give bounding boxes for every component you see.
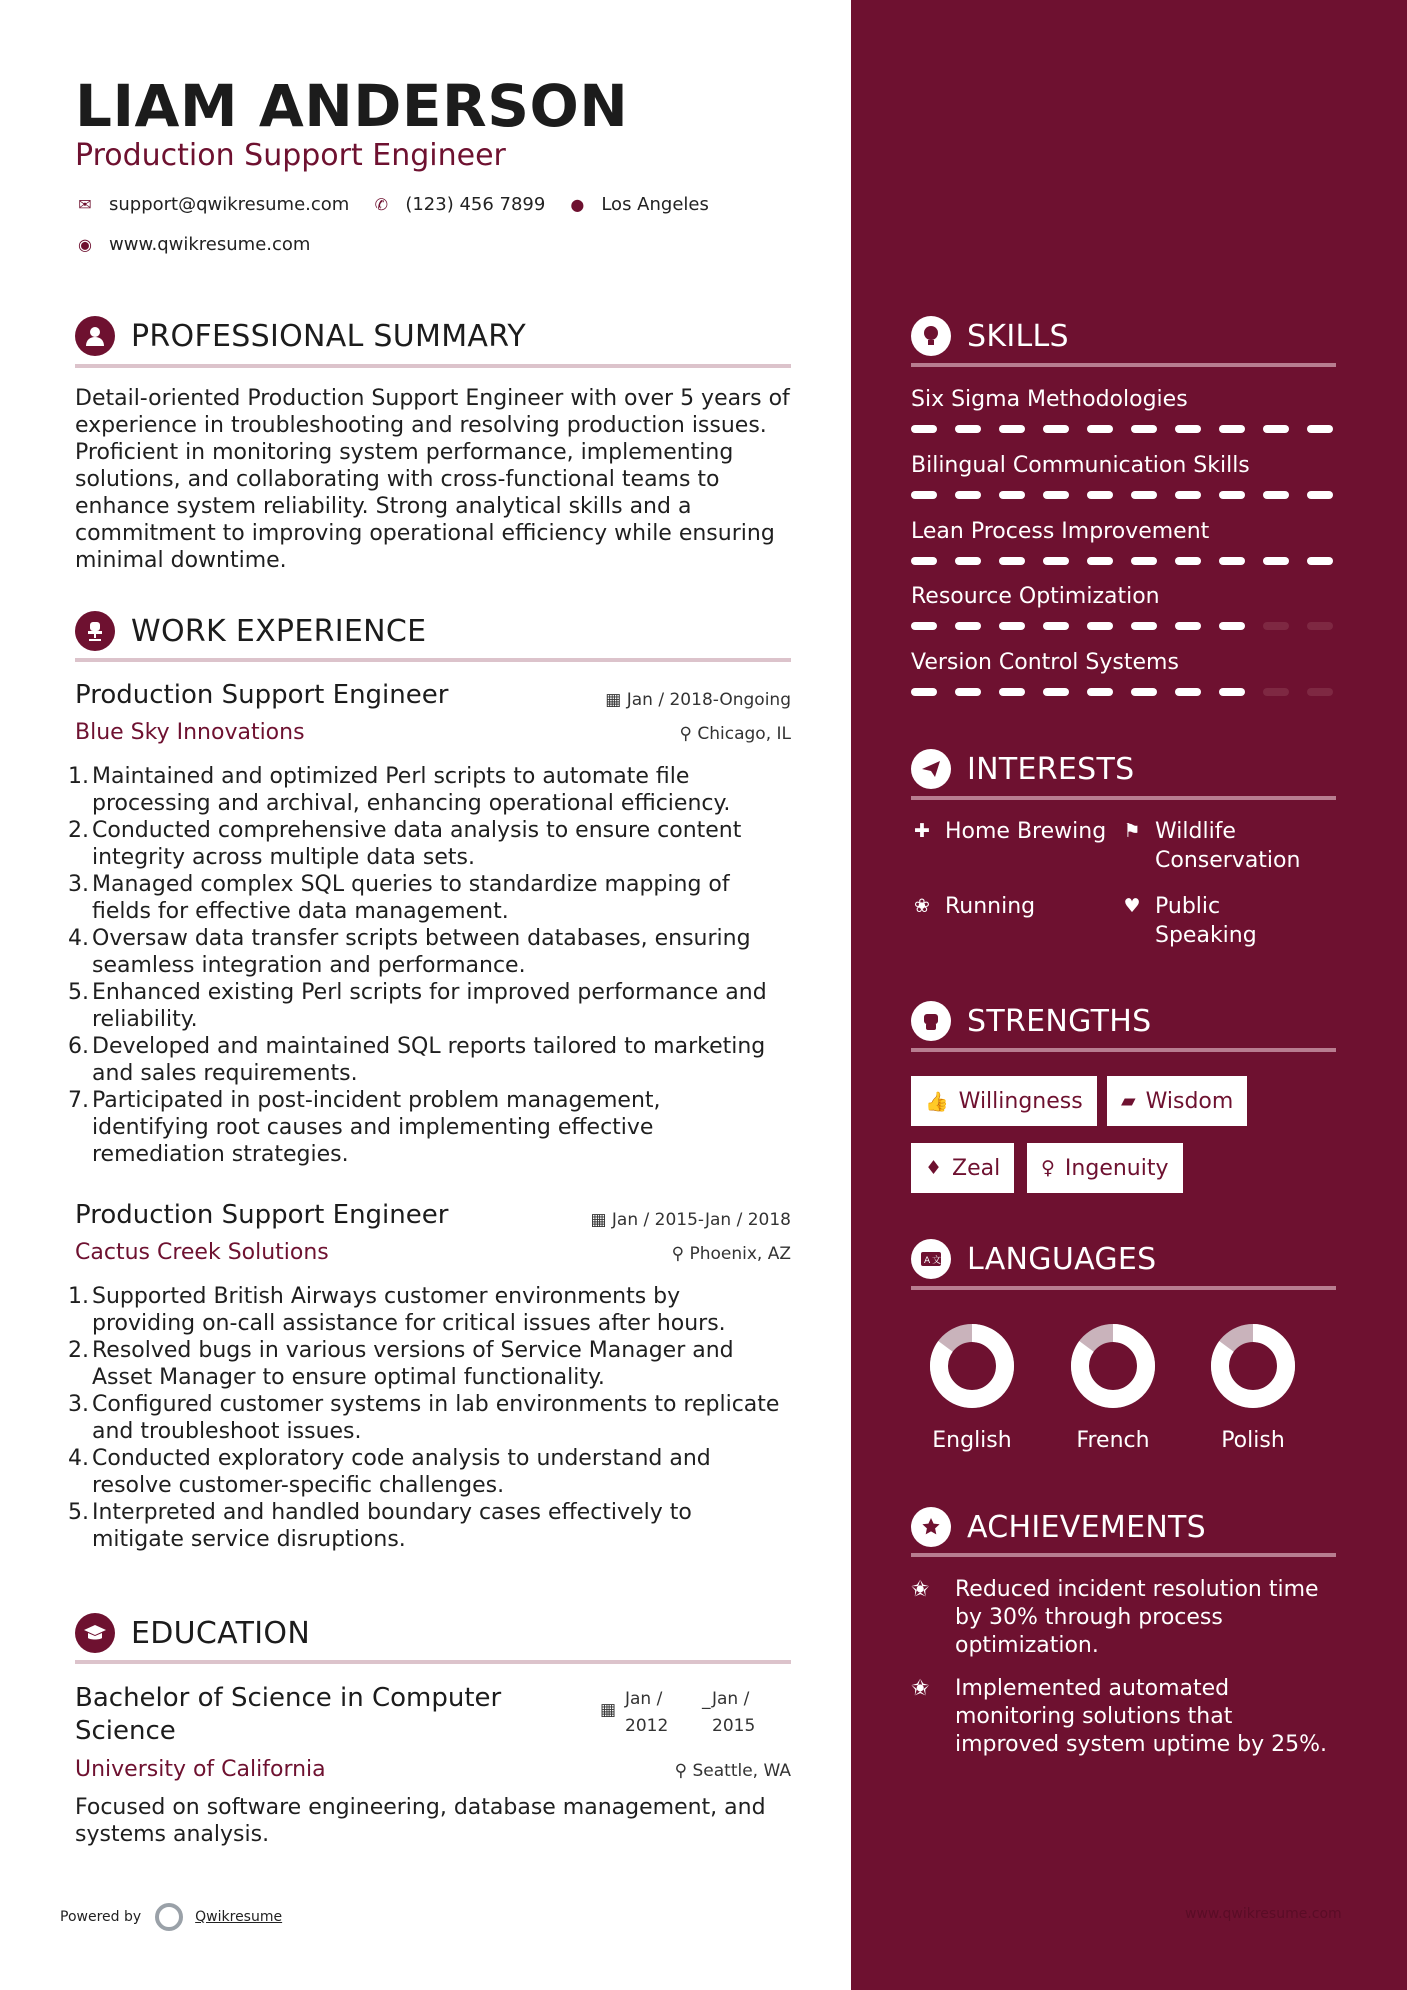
location-text: Los Angeles — [601, 194, 709, 215]
list-item: 4. Oversaw data transfer scripts between databases, ensuring seamless integration and performance. — [68, 926, 751, 978]
languages-divider — [911, 1286, 1336, 1290]
job-location-text: Phoenix, AZ — [689, 1244, 791, 1264]
job-duties-list — [68, 1283, 784, 1553]
pin-icon: ⚲ — [671, 1244, 690, 1264]
achievements-section-header — [911, 1507, 1206, 1547]
strength-chip: 👍 Willingness — [911, 1076, 1097, 1126]
job-title: Production Support Engineer — [75, 680, 449, 710]
calendar-icon: ▦ — [600, 1700, 617, 1720]
strength-chip: ♀ Ingenuity — [1027, 1143, 1183, 1193]
achievement-item: ✬ Reduced incident resolution time by 30% through process optimization. — [911, 1577, 1319, 1658]
skill-dash-filled — [999, 491, 1025, 499]
edu-date-separator: _ — [702, 1690, 711, 1710]
skill-dash-filled — [1087, 557, 1113, 565]
degree-title — [75, 1682, 501, 1748]
svg-text:A: A — [924, 1256, 931, 1266]
languages-section-header — [911, 1239, 1157, 1279]
skill-dash-filled — [1131, 557, 1157, 565]
skill-dash-filled — [1219, 491, 1245, 499]
list-item: 5. Enhanced existing Perl scripts for improved performance and reliability. — [68, 980, 767, 1032]
edu-end-date: Jan / 2015 — [712, 1689, 756, 1736]
star-hand-icon: ✬ — [911, 1676, 930, 1701]
phone-icon: ✆ — [374, 195, 389, 214]
language-ring — [1210, 1323, 1296, 1409]
job-location-text: Chicago, IL — [697, 724, 791, 744]
skill-dash-filled — [911, 491, 937, 499]
interest-item: ⚑ Wildlife Conservation — [1121, 817, 1300, 875]
skill-dash-filled — [999, 622, 1025, 630]
skill-dash-filled — [1219, 425, 1245, 433]
qwikresume-logo-icon — [155, 1903, 183, 1931]
skill-dash-filled — [1043, 688, 1069, 696]
skills-title: SKILLS — [967, 318, 1069, 354]
skill-dash-filled — [999, 557, 1025, 565]
pin-icon: ⚲ — [674, 1761, 693, 1781]
skill-dash-filled — [911, 557, 937, 565]
edu-start-date: Jan / 2012 — [625, 1689, 669, 1736]
skill-level-bar — [911, 425, 1351, 433]
calendar-icon: ▦ — [590, 1210, 612, 1230]
degree-line-2: Science — [75, 1716, 176, 1746]
summary-title: PROFESSIONAL SUMMARY — [131, 318, 527, 354]
list-item: 4. Conducted exploratory code analysis to understand and resolve customer-specific challenges. — [68, 1446, 711, 1498]
skill-dash-filled — [1131, 425, 1157, 433]
skill-dash-filled — [1087, 491, 1113, 499]
list-item: 7. Participated in post-incident problem management, identifying root causes and implementing effective remediation strategies. — [68, 1088, 661, 1167]
achievements-divider — [911, 1553, 1336, 1557]
office-chair-icon — [75, 611, 115, 651]
skill-dash-filled — [1175, 688, 1201, 696]
job-date — [605, 690, 791, 710]
skill-name: Lean Process Improvement — [911, 519, 1210, 544]
lightbulb-icon: ♀ — [1041, 1157, 1055, 1179]
job-company: Blue Sky Innovations — [75, 720, 305, 745]
skill-dash-filled — [1263, 425, 1289, 433]
candidate-name: LIAM ANDERSON — [75, 72, 629, 140]
job-location — [672, 1244, 791, 1264]
website-text[interactable]: www.qwikresume.com — [109, 234, 311, 255]
list-item: 6. Developed and maintained SQL reports tailored to marketing and sales requirements. — [68, 1034, 766, 1086]
language-icon — [911, 1239, 951, 1279]
skill-level-bar — [911, 622, 1351, 630]
svg-text:文: 文 — [932, 1256, 942, 1266]
strength-chip: ▰ Wisdom — [1107, 1076, 1247, 1126]
strengths-title: STRENGTHS — [967, 1003, 1152, 1039]
star-badge-icon — [911, 1507, 951, 1547]
fire-icon: ♦ — [925, 1157, 943, 1179]
job-title: Production Support Engineer — [75, 1200, 449, 1230]
summary-text: Detail-oriented Production Support Engineer with over 5 years of experience in troubleshooting and resolving production issues. Proficient in monitoring system performance, implementing solutions, and collaborating with cross-functional teams to enhance system reliability. Strong analytical skills and a commitment to improving operational efficiency while ensuring minimal downtime. — [75, 386, 790, 573]
school-location: ⚲ Seattle, WA — [674, 1761, 791, 1781]
skill-dash-empty — [1307, 688, 1333, 696]
skill-dash-filled — [911, 425, 937, 433]
list-item: 3. Managed complex SQL queries to standardize mapping of fields for effective data management. — [68, 872, 730, 924]
lightbulb-icon — [911, 316, 951, 356]
list-item: 3. Configured customer systems in lab environments to replicate and troubleshoot issues. — [68, 1392, 780, 1444]
star-hand-icon: ✬ — [911, 1577, 930, 1602]
skill-dash-filled — [1175, 622, 1201, 630]
education-title: EDUCATION — [131, 1615, 311, 1651]
skill-dash-filled — [955, 491, 981, 499]
skill-dash-filled — [1043, 491, 1069, 499]
list-item: 5. Interpreted and handled boundary cases effectively to mitigate service disruptions. — [68, 1500, 692, 1552]
heartbeat-icon: ♥ — [1123, 895, 1141, 917]
experience-divider — [75, 658, 791, 662]
paper-plane-icon — [911, 749, 951, 789]
contact-row-secondary — [75, 234, 332, 255]
interests-section-header — [911, 749, 1134, 789]
skill-dash-filled — [1307, 425, 1333, 433]
globe-icon: ◉ — [78, 235, 92, 254]
puzzle-icon: ✚ — [914, 820, 930, 842]
flag-icon: ⚑ — [1123, 820, 1141, 842]
skill-dash-filled — [1043, 622, 1069, 630]
summary-section-header — [75, 316, 526, 356]
strength-chip: ♦ Zeal — [911, 1143, 1014, 1193]
strengths-divider — [911, 1048, 1336, 1052]
job-date-text: Jan / 2015-Jan / 2018 — [611, 1210, 791, 1230]
skills-divider — [911, 363, 1336, 367]
skill-dash-filled — [1175, 491, 1201, 499]
achievement-item: ✬ Implemented automated monitoring solutions that improved system uptime by 25%. — [911, 1676, 1328, 1757]
interest-item: ❀ Running — [911, 892, 1035, 921]
school-name: University of California — [75, 1757, 326, 1782]
thumbs-up-icon: 👍 — [925, 1090, 949, 1113]
job-date-text: Jan / 2018-Ongoing — [626, 690, 791, 710]
paw-icon: ❀ — [914, 895, 930, 917]
skill-dash-filled — [955, 622, 981, 630]
skill-dash-filled — [955, 688, 981, 696]
experience-section-header — [75, 611, 426, 651]
skill-dash-filled — [1131, 688, 1157, 696]
skill-dash-filled — [1175, 557, 1201, 565]
graduation-cap-icon — [75, 1613, 115, 1653]
job-date — [590, 1210, 791, 1230]
list-item: 1. Supported British Airways customer environments by providing on-call assistance for critical issues after hours. — [68, 1284, 726, 1336]
skill-dash-empty — [1263, 622, 1289, 630]
language-name: Polish — [1221, 1428, 1285, 1453]
strengths-section-header — [911, 1001, 1151, 1041]
contact-row-primary — [75, 194, 731, 215]
job-company: Cactus Creek Solutions — [75, 1240, 329, 1265]
powered-by — [60, 1903, 282, 1931]
education-section-header — [75, 1613, 310, 1653]
skill-name: Six Sigma Methodologies — [911, 387, 1188, 412]
brand-link[interactable]: Qwikresume — [195, 1909, 283, 1925]
skill-dash-filled — [999, 688, 1025, 696]
skill-dash-filled — [1043, 425, 1069, 433]
skill-level-bar — [911, 557, 1351, 565]
pin-icon: ⚲ — [679, 724, 698, 744]
user-icon — [75, 316, 115, 356]
book-icon: ▰ — [1121, 1090, 1136, 1112]
language-name: English — [932, 1428, 1012, 1453]
skill-dash-filled — [1131, 622, 1157, 630]
skill-dash-filled — [1043, 557, 1069, 565]
job-location — [680, 724, 791, 744]
sidebar-content — [851, 0, 1407, 1990]
interest-item: ✚ Home Brewing — [911, 817, 1106, 846]
skill-dash-empty — [1307, 622, 1333, 630]
interests-title: INTERESTS — [967, 751, 1135, 787]
skill-dash-filled — [955, 425, 981, 433]
skill-dash-filled — [911, 622, 937, 630]
skill-dash-empty — [1263, 688, 1289, 696]
summary-divider — [75, 364, 791, 368]
powered-by-label: Powered by — [60, 1909, 142, 1925]
list-item: 1. Maintained and optimized Perl scripts to automate file processing and archival, enhancing operational efficiency. — [68, 764, 731, 816]
languages-title: LANGUAGES — [967, 1241, 1157, 1277]
skill-dash-filled — [1087, 688, 1113, 696]
skill-name: Version Control Systems — [911, 650, 1179, 675]
footer-website[interactable]: www.qwikresume.com — [1185, 1906, 1342, 1922]
skill-dash-filled — [1131, 491, 1157, 499]
skill-name: Bilingual Communication Skills — [911, 453, 1250, 478]
skill-dash-filled — [1219, 557, 1245, 565]
education-divider — [75, 1660, 791, 1664]
list-item: 2. Conducted comprehensive data analysis to ensure content integrity across multiple data sets. — [68, 818, 742, 870]
skill-dash-filled — [1263, 491, 1289, 499]
education-description: Focused on software engineering, database management, and systems analysis. — [75, 1795, 766, 1847]
skills-section-header — [911, 316, 1069, 356]
achievements-title: ACHIEVEMENTS — [967, 1509, 1207, 1545]
skill-name: Resource Optimization — [911, 584, 1160, 609]
language-name: French — [1076, 1428, 1150, 1453]
skill-dash-filled — [1219, 688, 1245, 696]
interest-item: ♥ Public Speaking — [1121, 892, 1257, 950]
skill-dash-filled — [1263, 557, 1289, 565]
skill-level-bar — [911, 688, 1351, 696]
skill-dash-filled — [999, 425, 1025, 433]
skill-dash-filled — [1307, 491, 1333, 499]
language-ring — [929, 1323, 1015, 1409]
skill-dash-filled — [1087, 622, 1113, 630]
phone-text[interactable]: (123) 456 7899 — [405, 194, 546, 215]
skill-dash-filled — [955, 557, 981, 565]
experience-title: WORK EXPERIENCE — [131, 613, 427, 649]
fist-icon — [911, 1001, 951, 1041]
skill-dash-filled — [1175, 425, 1201, 433]
map-marker-icon: ● — [570, 195, 585, 214]
email-text[interactable]: support@qwikresume.com — [109, 194, 350, 215]
degree-line-1: Bachelor of Science in Computer — [75, 1683, 502, 1713]
candidate-role: Production Support Engineer — [75, 138, 506, 173]
skill-level-bar — [911, 491, 1351, 499]
job-duties-list — [68, 763, 784, 1168]
list-item: 2. Resolved bugs in various versions of Service Manager and Asset Manager to ensure optimal functionality. — [68, 1338, 734, 1390]
skill-dash-filled — [1219, 622, 1245, 630]
skill-dash-filled — [1307, 557, 1333, 565]
skill-dash-filled — [1087, 425, 1113, 433]
envelope-icon: ✉ — [78, 195, 92, 214]
skill-dash-filled — [911, 688, 937, 696]
language-ring — [1070, 1323, 1156, 1409]
calendar-icon: ▦ — [605, 690, 627, 710]
interests-divider — [911, 796, 1336, 800]
